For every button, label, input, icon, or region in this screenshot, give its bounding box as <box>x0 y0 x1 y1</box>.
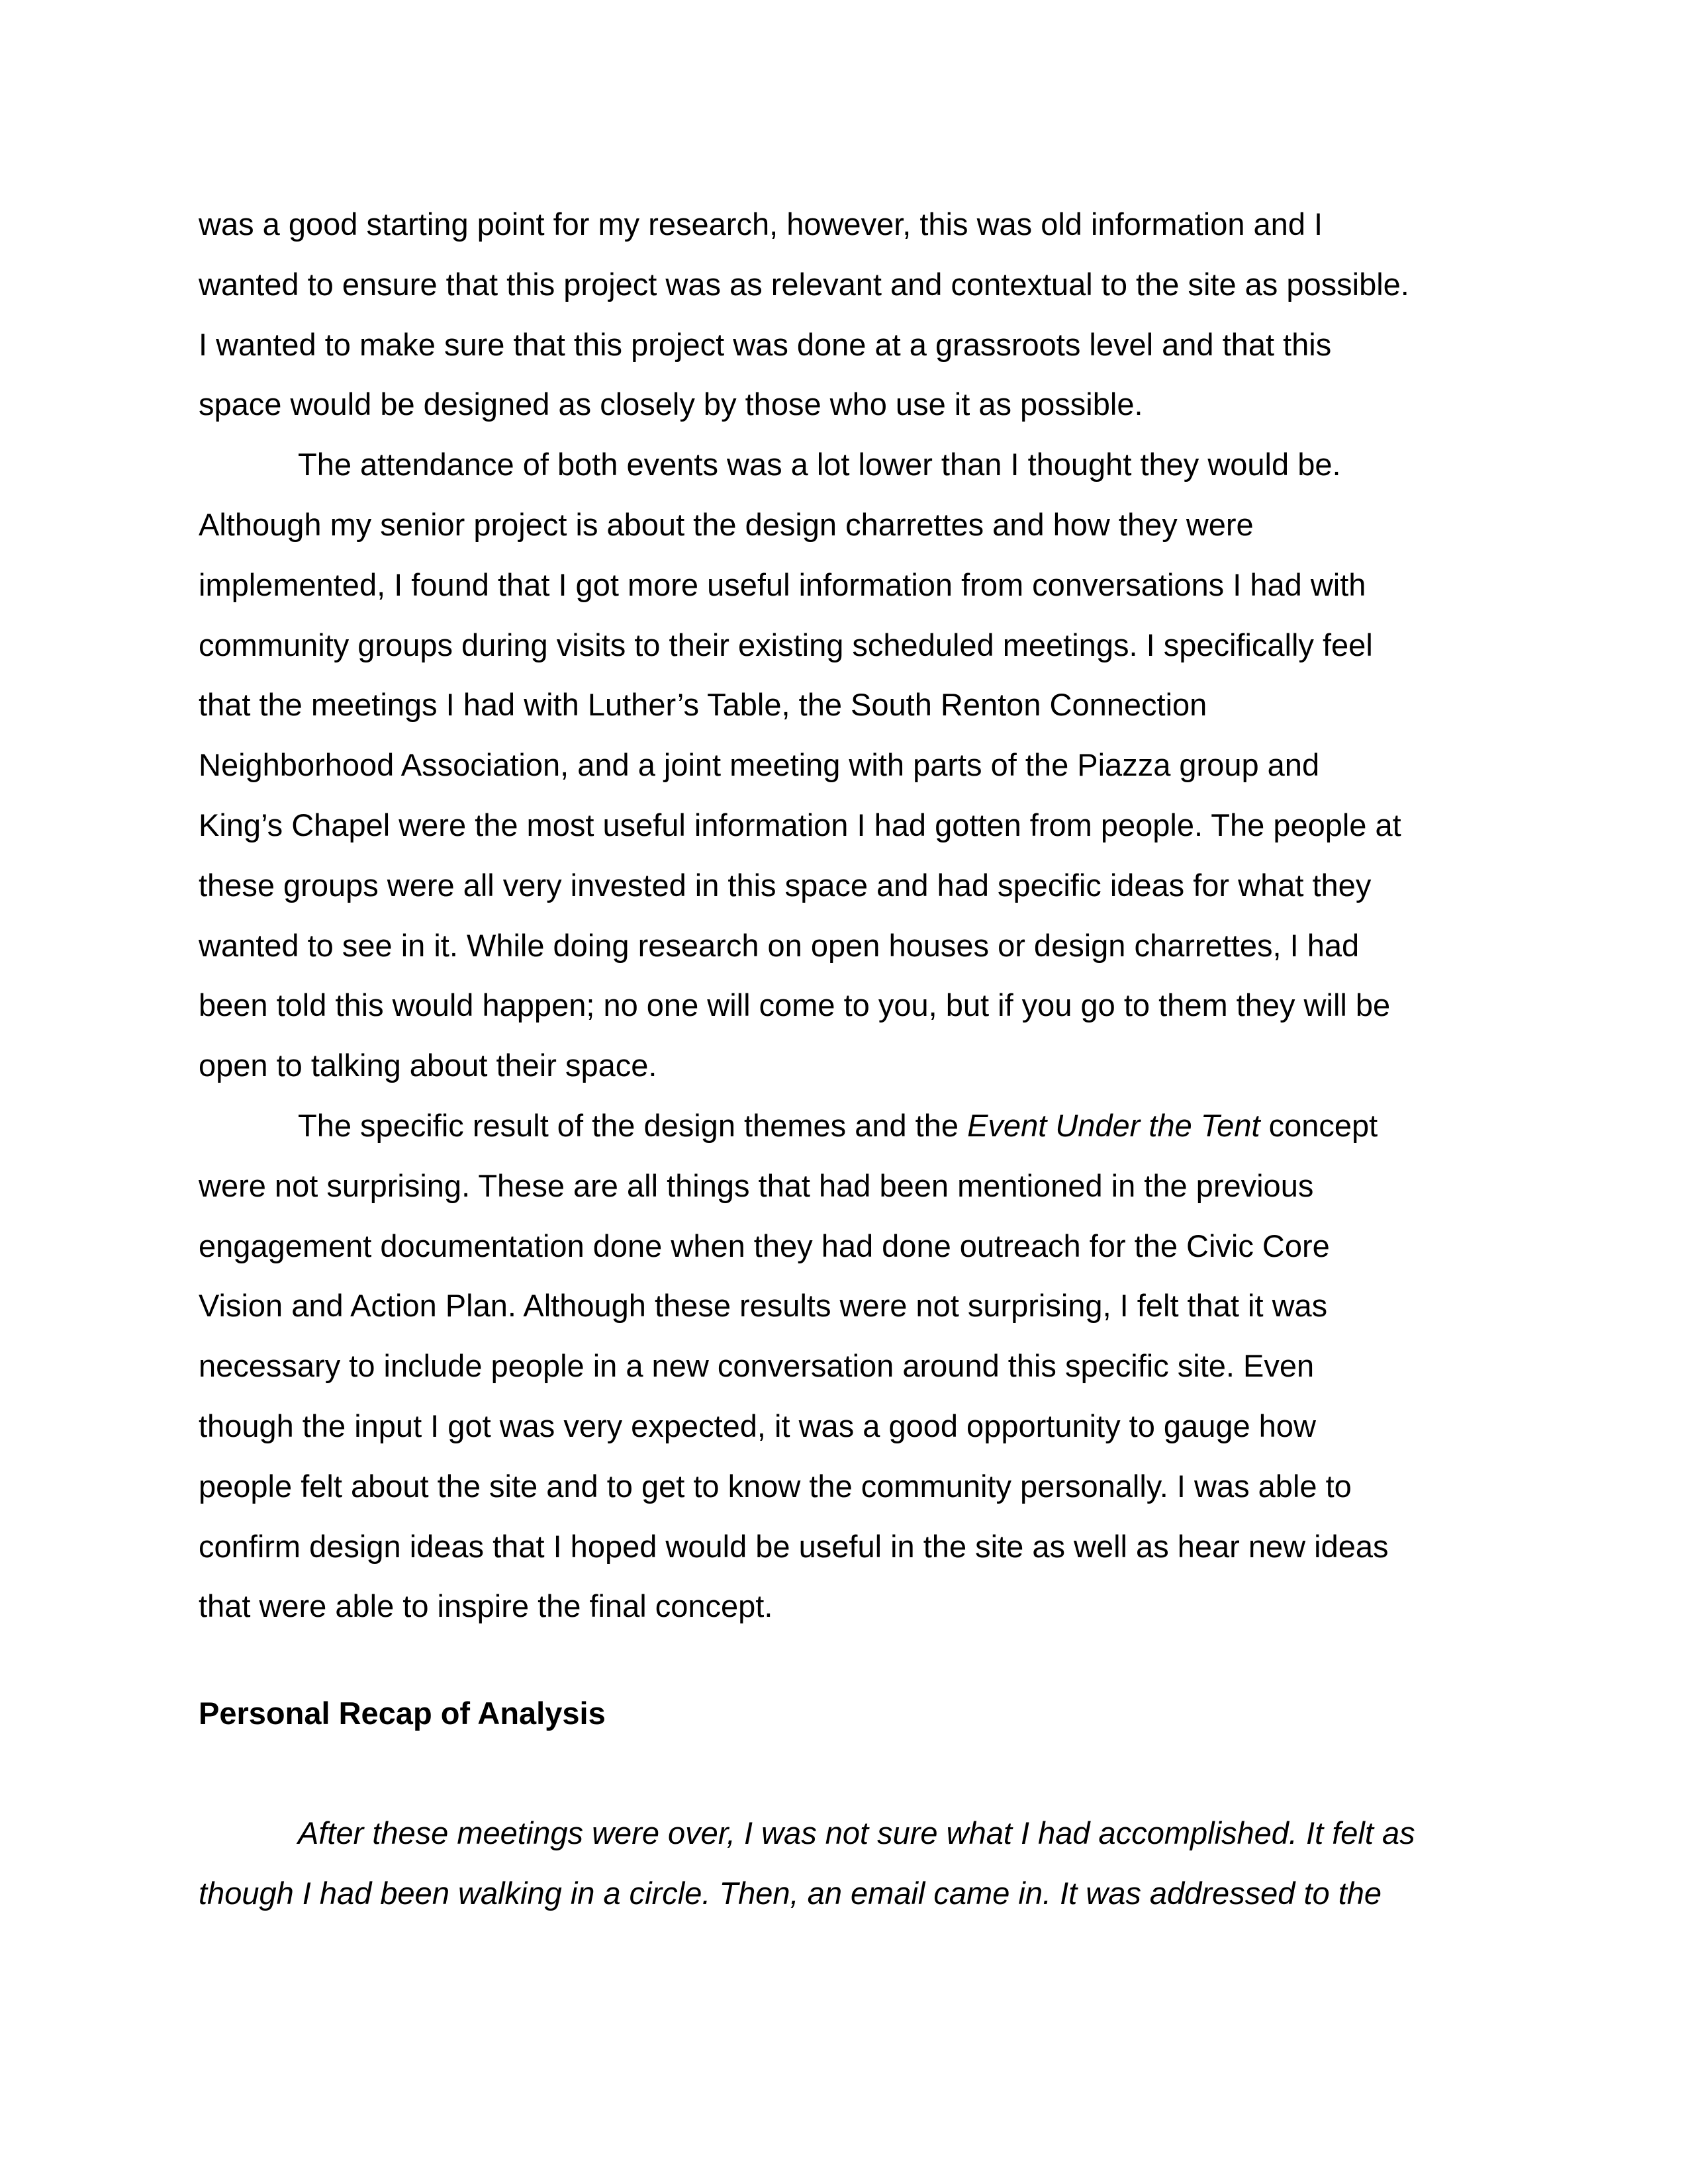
text-line: Although my senior project is about the design charrettes and how they were <box>199 506 1254 542</box>
text-line-with-italic-title <box>199 1096 1496 1156</box>
text-line: been told this would happen; no one will come to you, but if you go to them they will be <box>199 987 1391 1023</box>
text-line: that were able to inspire the final concept. <box>199 1588 773 1624</box>
paragraph-2 <box>199 435 1496 1096</box>
text-line: wanted to ensure that this project was as relevant and contextual to the site as possible. <box>199 266 1409 302</box>
text-line: I wanted to make sure that this project was done at a grassroots level and that this <box>199 326 1332 362</box>
italic-paragraph <box>199 1803 1496 1924</box>
text-line: confirm design ideas that I hoped would be useful in the site as well as hear new ideas <box>199 1528 1389 1564</box>
text-line: engagement documentation done when they had done outreach for the Civic Core <box>199 1228 1330 1263</box>
paragraph-1 <box>199 195 1496 435</box>
text-line: people felt about the site and to get to know the community personally. I was able to <box>199 1468 1352 1504</box>
text-line: implemented, I found that I got more useful information from conversations I had with <box>199 567 1366 602</box>
italic-event-title: Event Under the Tent <box>967 1107 1260 1143</box>
text-line: that the meetings I had with Luther’s Table, the South Renton Connection <box>199 687 1207 723</box>
text-line: The attendance of both events was a lot lower than I thought they would be. <box>298 447 1341 482</box>
text-line: Neighborhood Association, and a joint meeting with parts of the Piazza group and <box>199 747 1320 783</box>
paragraph-3 <box>199 1096 1496 1637</box>
text-line: King’s Chapel were the most useful information I had gotten from people. The people at <box>199 807 1401 842</box>
text-line: though I had been walking in a circle. Then, an email came in. It was addressed to the <box>199 1875 1382 1911</box>
text-line: were not surprising. These are all things that had been mentioned in the previous <box>199 1167 1314 1203</box>
section-heading: Personal Recap of Analysis <box>199 1696 606 1731</box>
text-line: Vision and Action Plan. Although these results were not surprising, I felt that it was <box>199 1288 1328 1324</box>
text-segment: The specific result of the design themes and the <box>298 1107 968 1143</box>
text-line: necessary to include people in a new conversation around this specific site. Even <box>199 1348 1315 1384</box>
text-line: After these meetings were over, I was not sure what I had accomplished. It felt as <box>298 1815 1415 1850</box>
text-line: these groups were all very invested in this space and had specific ideas for what they <box>199 867 1372 903</box>
text-line: space would be designed as closely by those who use it as possible. <box>199 387 1143 422</box>
text-line: was a good starting point for my research, however, this was old information and I <box>199 206 1323 242</box>
document-page <box>199 195 1496 1911</box>
text-line: open to talking about their space. <box>199 1048 657 1083</box>
text-line: wanted to see in it. While doing research on open houses or design charrettes, I had <box>199 927 1360 963</box>
text-line: though the input I got was very expected, it was a good opportunity to gauge how <box>199 1408 1316 1443</box>
text-line: community groups during visits to their existing scheduled meetings. I specifically feel <box>199 627 1373 662</box>
text-segment: concept <box>1260 1107 1378 1143</box>
